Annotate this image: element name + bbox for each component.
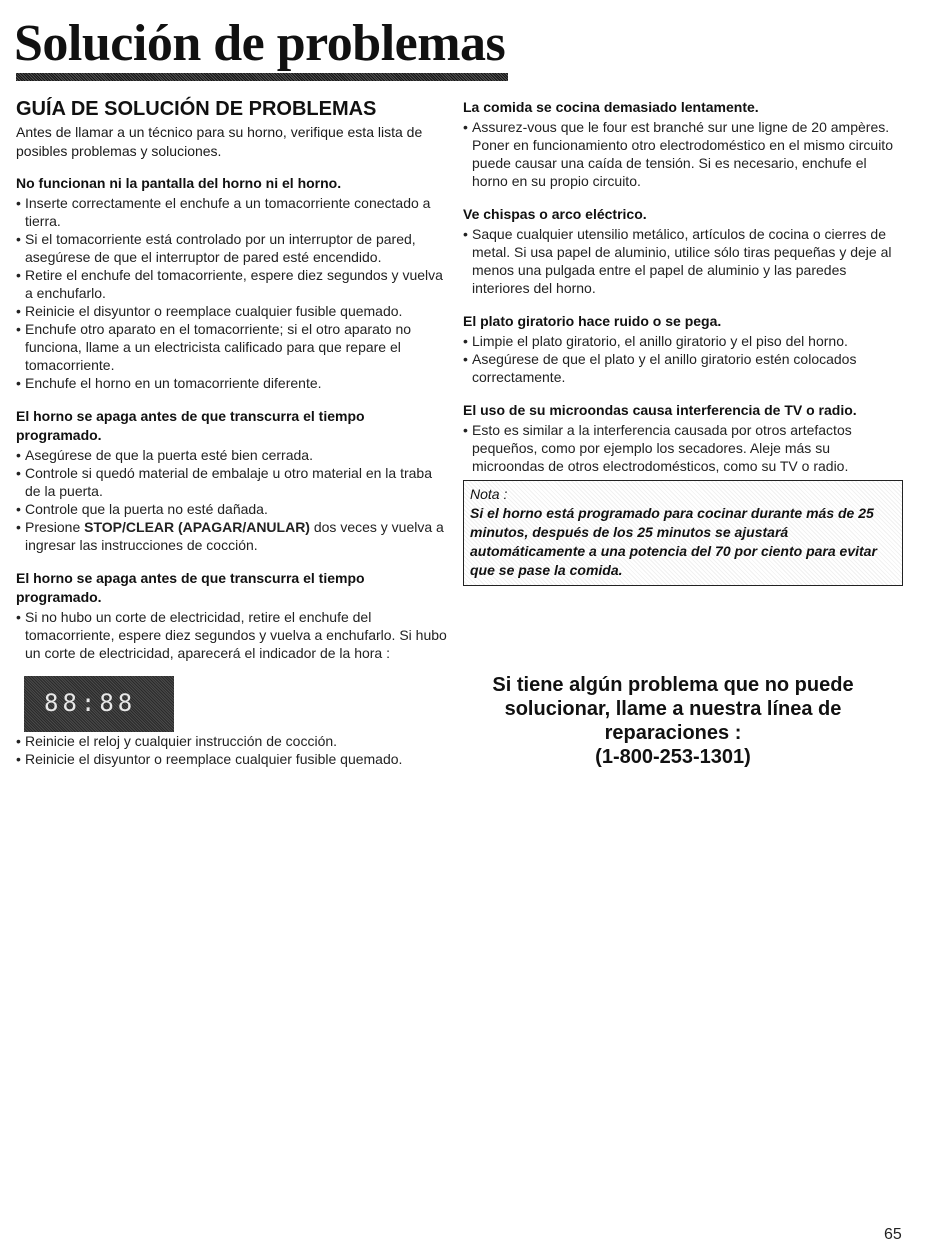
problem-oven-stops-early	[16, 407, 448, 554]
problem-interference	[463, 401, 903, 475]
solution-item	[16, 518, 448, 554]
problem-display-not-working	[16, 174, 448, 392]
stop-clear-keyword: STOP/CLEAR (APAGAR/ANULAR)	[84, 519, 310, 535]
right-column	[463, 98, 903, 586]
solution-list	[16, 194, 448, 392]
left-column	[16, 98, 448, 783]
page-title: Solución de problemas	[14, 15, 506, 72]
solution-item: • Reinicie el disyuntor o reemplace cualquier fusible quemado.	[16, 302, 448, 320]
problem-title: El horno se apaga antes de que transcurra el tiempo programado.	[16, 570, 365, 605]
section-title: GUÍA DE SOLUCIÓN DE PROBLEMAS	[16, 98, 377, 120]
problem-title: Ve chispas o arco eléctrico.	[463, 206, 647, 222]
problem-slow-cooking	[463, 98, 903, 190]
page-number: 65	[884, 1226, 902, 1243]
solution-list	[16, 446, 448, 554]
problem-turntable	[463, 312, 903, 386]
solution-item: • Saque cualquier utensilio metálico, artículos de cocina o cierres de metal. Si usa papel de aluminio, utilice sólo tiras pequeñas y deje al menos una pulgada entre el papel de aluminio y las paredes interiores del horno.	[463, 225, 903, 297]
problem-title: El plato giratorio hace ruido o se pega.	[463, 313, 722, 329]
solution-item: • Enchufe el horno en un tomacorriente diferente.	[16, 374, 448, 392]
solution-list	[463, 225, 903, 297]
solution-item: • Limpie el plato giratorio, el anillo giratorio y el piso del horno.	[463, 332, 903, 350]
note-label: Nota :	[470, 486, 508, 502]
solution-item: • Assurez-vous que le four est branché sur une ligne de 20 ampères. Poner en funcionamiento otro electrodoméstico en el mismo circuito puede causar una caída de tensión. Si es necesario, enchufe el horno en su propio circuito.	[463, 118, 903, 190]
help-callout	[463, 673, 883, 769]
solution-item: • Inserte correctamente el enchufe a un tomacorriente conectado a tierra.	[16, 194, 448, 230]
solution-item: • Enchufe otro aparato en el tomacorriente; si el otro aparato no funciona, llame a un electricista calificado para que repare el tomacorriente.	[16, 320, 448, 374]
clock-display-digits: 88:88	[44, 689, 137, 717]
problem-title: El horno se apaga antes de que transcurra el tiempo programado.	[16, 408, 365, 443]
solution-list	[16, 608, 448, 662]
solution-item: • Asegúrese de que el plato y el anillo giratorio estén colocados correctamente.	[463, 350, 903, 386]
solution-item: • Retire el enchufe del tomacorriente, espere diez segundos y vuelva a enchufarlo.	[16, 266, 448, 302]
title-rule	[16, 73, 508, 81]
solution-item-suffix: dos veces y vuelva a ingresar las instrucciones de cocción.	[25, 519, 444, 553]
solution-item: • Reinicie el reloj y cualquier instrucción de cocción.	[16, 732, 448, 750]
intro-text: Antes de llamar a un técnico para su horno, verifique esta lista de posibles problemas y soluciones.	[16, 124, 423, 159]
solution-item: • Si no hubo un corte de electricidad, retire el enchufe del tomacorriente, espere diez segundos y vuelva a enchufarlo. Si hubo un corte de electricidad, aparecerá el indicador de la hora :	[16, 608, 448, 662]
solution-list	[463, 332, 903, 386]
problem-sparks	[463, 205, 903, 297]
solution-item: • Asegúrese de que la puerta esté bien cerrada.	[16, 446, 448, 464]
solution-list	[463, 421, 903, 475]
problem-title: No funcionan ni la pantalla del horno ni el horno.	[16, 175, 342, 191]
solution-item: • Controle si quedó material de embalaje u otro material en la traba de la puerta.	[16, 464, 448, 500]
solution-item: • Controle que la puerta no esté dañada.	[16, 500, 448, 518]
help-text: Si tiene algún problema que no puede solucionar, llame a nuestra línea de reparaciones :	[492, 674, 854, 744]
solution-item: • Si el tomacorriente está controlado por un interruptor de pared, asegúrese de que el interruptor de pared esté encendido.	[16, 230, 448, 266]
solution-list	[16, 732, 448, 768]
solution-item: • Esto es similar a la interferencia causada por otros artefactos pequeños, como por ejemplo los secadores. Aleje más su microondas de otros electrodomésticos, como su TV o radio.	[463, 421, 903, 475]
problem-title: La comida se cocina demasiado lentamente.	[463, 99, 759, 115]
solution-list	[463, 118, 903, 190]
problem-oven-stops-early-power	[16, 569, 448, 768]
note-box	[463, 480, 903, 586]
clock-display-image	[24, 676, 174, 732]
problem-title: El uso de su microondas causa interferencia de TV o radio.	[463, 402, 857, 418]
solution-item: • Reinicie el disyuntor o reemplace cualquier fusible quemado.	[16, 750, 448, 768]
note-text: Si el horno está programado para cocinar durante más de 25 minutos, después de los 25 minutos se ajustará automáticamente a una potencia del 70 por ciento para evitar que se pase la comida.	[470, 505, 877, 578]
help-phone: (1-800-253-1301)	[595, 746, 751, 768]
solution-item-prefix: Presione	[25, 519, 85, 535]
